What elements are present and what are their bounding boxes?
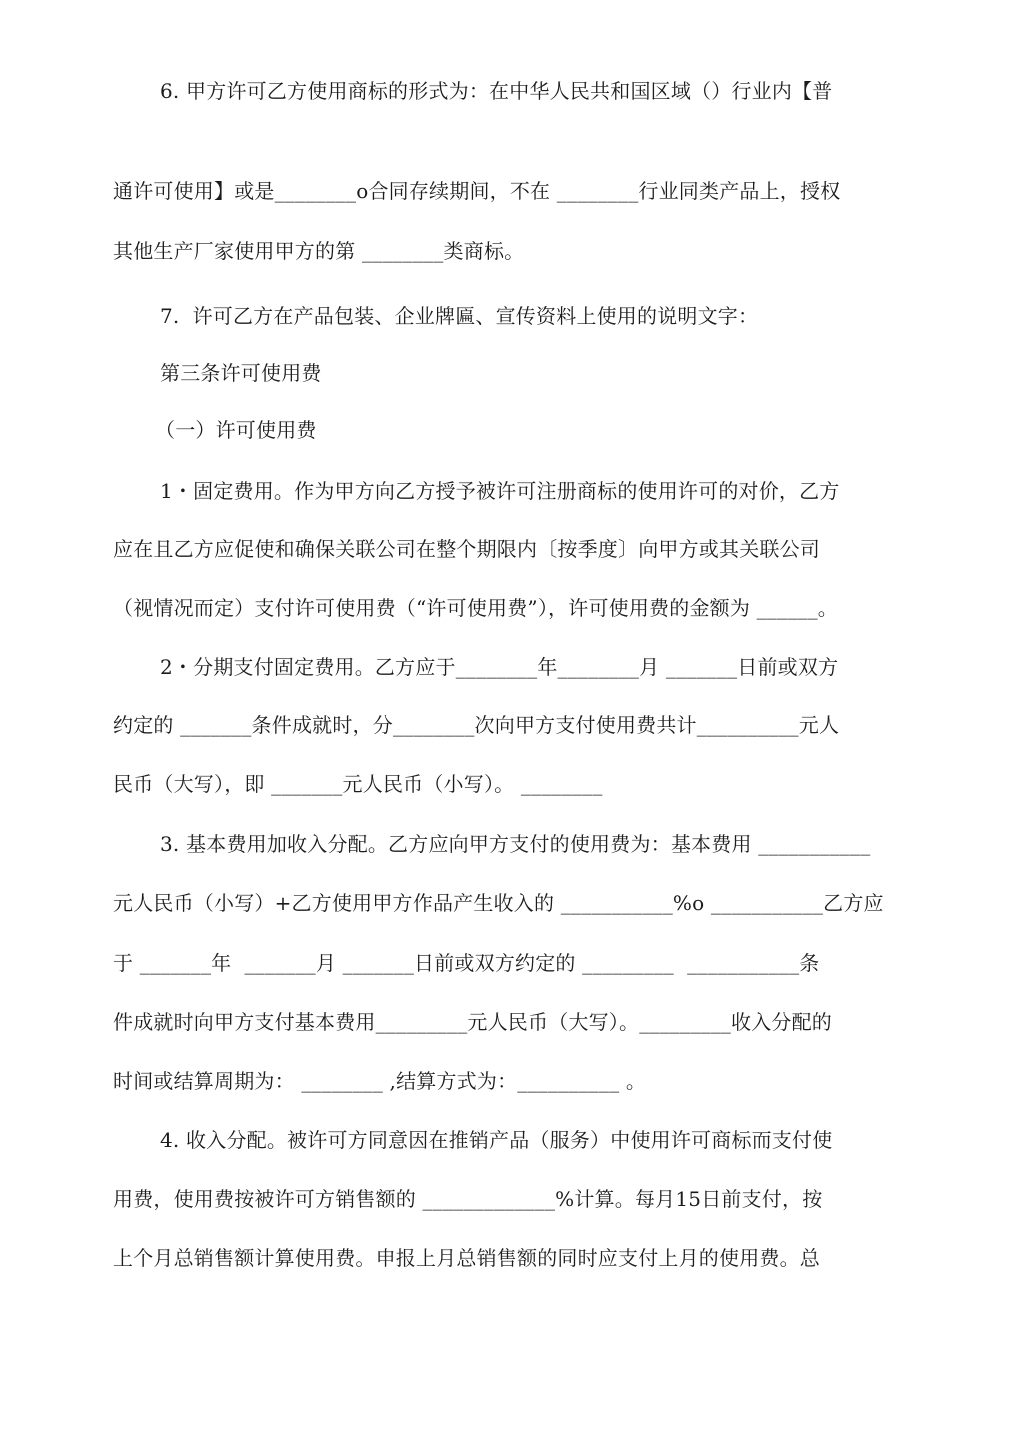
item-4-line-1: 4. 收入分配。被许可方同意因在推销产品（服务）中使用许可商标而支付使 bbox=[160, 1128, 833, 1152]
item-2-line-1: 2・分期支付固定费用。乙方应于________年________月 _______日前或双方 bbox=[160, 655, 839, 679]
item-1-line-1: 1・固定费用。作为甲方向乙方授予被许可注册商标的使用许可的对价，乙方 bbox=[160, 479, 840, 503]
clause-7-line: 7. 许可乙方在产品包装、企业牌匾、宣传资料上使用的说明文字： bbox=[160, 304, 759, 328]
item-1-line-2: 应在且乙方应促使和确保关联公司在整个期限内〔按季度〕向甲方或其关联公司 bbox=[113, 537, 820, 561]
article-3-heading: 第三条许可使用费 bbox=[160, 361, 322, 385]
clause-6-line-3: 其他生产厂家使用甲方的第 ________类商标。 bbox=[113, 239, 525, 263]
item-2-line-2: 约定的 _______条件成就时，分________次向甲方支付使用费共计__________元人 bbox=[113, 713, 840, 737]
item-3-line-2: 元人民币（小写）+乙方使用甲方作品产生收入的 ___________%o ___________乙方应 bbox=[113, 891, 884, 915]
item-4-line-2: 用费，使用费按被许可方销售额的 _____________%计算。每月15日前支付，按 bbox=[113, 1187, 823, 1211]
clause-6-line-1: 6. 甲方许可乙方使用商标的形式为：在中华人民共和国区域（）行业内【普 bbox=[160, 79, 833, 103]
item-3-line-3: 于 _______年 _______月 _______日前或双方约定的 _________ ___________条 bbox=[113, 951, 820, 975]
item-1-line-3: （视情况而定）支付许可使用费（“许可使用费”），许可使用费的金额为 ______。 bbox=[113, 596, 839, 620]
item-3-line-5: 时间或结算周期为： ________ ,结算方式为：__________ 。 bbox=[113, 1069, 647, 1093]
item-3-line-4: 件成就时向甲方支付基本费用_________元人民币（大写）。_________收入分配的 bbox=[113, 1010, 832, 1034]
item-2-line-3: 民币（大写），即 _______元人民币（小写）。 ________ bbox=[113, 772, 603, 796]
item-4-line-3: 上个月总销售额计算使用费。申报上月总销售额的同时应支付上月的使用费。总 bbox=[113, 1246, 820, 1270]
clause-6-line-2: 通许可使用】或是________o合同存续期间，不在 ________行业同类产品上，授权 bbox=[113, 179, 841, 203]
section-1-heading: （一）许可使用费 bbox=[155, 418, 317, 442]
item-3-line-1: 3. 基本费用加收入分配。乙方应向甲方支付的使用费为：基本费用 ___________ bbox=[160, 832, 871, 856]
